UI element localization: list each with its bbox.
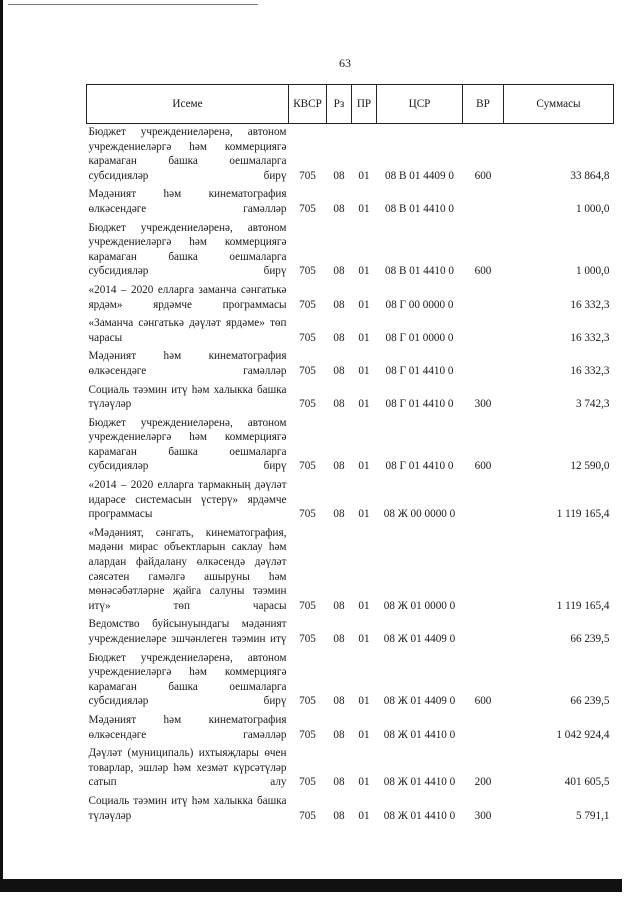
cell-sum: 66 239,5 — [570, 695, 610, 708]
cell-rz: 08 — [333, 633, 345, 645]
cell-csr: 08 В 01 4409 0 — [385, 169, 454, 182]
cell-csr: 08 Ж 01 0000 0 — [383, 599, 456, 612]
cell-vr — [463, 525, 504, 617]
cell-kvsr: 705 — [299, 398, 316, 411]
cell-rz: 08 — [333, 169, 345, 182]
table-row — [87, 220, 614, 282]
cell-vr: 600 — [474, 460, 492, 473]
cell-name: Мәдәният һәм кинематография өлкәсендәге гамәлләр — [88, 188, 287, 215]
cell-csr: 08 Ж 01 4409 0 — [383, 633, 456, 645]
cell-pr: 01 — [358, 728, 370, 741]
cell-vr: 300 — [474, 398, 492, 411]
cell-kvsr: 705 — [299, 633, 316, 645]
cell-rz: 08 — [333, 728, 345, 741]
scan-edge-bottom — [0, 879, 622, 892]
table-row — [87, 745, 614, 793]
cell-sum: 3 742,3 — [575, 398, 610, 411]
cell-name: Социаль тәэмин итү һәм халыкка башка түләүләр — [88, 794, 287, 822]
cell-pr: 01 — [358, 331, 370, 344]
cell-pr: 01 — [358, 298, 370, 311]
header-kvsr: КВСР — [289, 85, 327, 124]
cell-vr: 600 — [474, 169, 492, 182]
table-row — [87, 477, 614, 525]
budget-table — [86, 84, 614, 826]
cell-kvsr: 705 — [299, 202, 316, 215]
cell-csr: 08 Ж 01 4410 0 — [383, 809, 456, 822]
cell-kvsr: 705 — [299, 776, 316, 789]
table-row — [87, 124, 614, 187]
cell-vr — [463, 348, 504, 381]
cell-csr: 08 В 01 4410 0 — [385, 265, 454, 278]
cell-rz: 08 — [333, 298, 345, 311]
cell-vr — [463, 477, 504, 525]
cell-rz: 08 — [333, 364, 345, 377]
cell-name: Мәдәният һәм кинематография өлкәсендәге гамәлләр — [88, 713, 287, 741]
cell-rz: 08 — [333, 460, 345, 473]
cell-vr — [463, 315, 504, 348]
cell-pr: 01 — [358, 364, 370, 377]
cell-pr: 01 — [358, 599, 370, 612]
cell-name: «Заманча сәнгатькә дәүләт ярдәме» төп чарасы — [88, 317, 287, 344]
cell-rz: 08 — [333, 398, 345, 411]
cell-vr: 300 — [474, 809, 492, 822]
cell-name: Бюджет учреждениеләренә, автоном учреждениеләргә һәм коммерциягә карамаган башка оешмаларга субсидияләр бирү — [88, 126, 287, 182]
page-number: 63 — [339, 56, 351, 70]
cell-rz: 08 — [333, 331, 345, 344]
table-row — [87, 348, 614, 381]
cell-name: Бюджет учреждениеләренә, автоном учреждениеләргә һәм коммерциягә карамаган башка оешмаларга субсидияләр бирү — [88, 416, 287, 473]
cell-pr: 01 — [358, 633, 370, 645]
cell-sum: 66 239,5 — [570, 633, 610, 645]
cell-rz: 08 — [333, 776, 345, 789]
table-row — [87, 793, 614, 826]
header-pr: ПР — [352, 85, 377, 124]
cell-name: Бюджет учреждениеләренә, автоном учреждениеләргә һәм коммерциягә карамаган башка оешмаларга субсидияләр бирү — [88, 651, 287, 708]
cell-sum: 1 000,0 — [575, 202, 610, 215]
cell-sum: 16 332,3 — [570, 331, 610, 344]
table-row — [87, 315, 614, 348]
table-row — [87, 186, 614, 219]
cell-sum: 1 119 165,4 — [556, 508, 610, 521]
cell-pr: 01 — [358, 809, 370, 822]
cell-pr: 01 — [358, 460, 370, 473]
cell-name: Ведомство буйсынуындагы мәдәният учреждениеләре эшчәнлеген тәэмин итү — [88, 618, 287, 645]
cell-vr: 600 — [474, 695, 492, 708]
table-header — [87, 85, 614, 124]
cell-csr: 08 Ж 01 4410 0 — [383, 776, 456, 789]
cell-sum: 1 000,0 — [575, 265, 610, 278]
cell-name: «2014 – 2020 елларга тармакның дәүләт идарәсе системасын үстерү» ярдәмче программасы — [88, 479, 287, 521]
header-name: Исеме — [87, 85, 289, 124]
cell-csr: 08 Ж 01 4410 0 — [383, 728, 456, 741]
cell-pr: 01 — [358, 202, 370, 215]
cell-kvsr: 705 — [299, 364, 316, 377]
header-sum: Суммасы — [504, 85, 614, 124]
table-row — [87, 282, 614, 315]
cell-name: «Мәдәният, сәнгать, кинематография, мәдәни мирас объектларын саклау һәм алардан файдалану өлкәсендә дәүләт сәясәтен гамәлгә ашыруны һәм мөнәсәбәтләрне җайга салуны тәэмин итү» төп чарасы — [88, 526, 287, 612]
cell-csr: 08 В 01 4410 0 — [385, 202, 454, 215]
cell-csr: 08 Ж 00 0000 0 — [383, 508, 456, 521]
cell-vr: 600 — [474, 265, 492, 278]
cell-vr — [463, 186, 504, 219]
cell-sum: 12 590,0 — [570, 460, 610, 473]
cell-csr: 08 Г 01 4410 0 — [385, 364, 454, 377]
cell-sum: 401 605,5 — [564, 776, 610, 789]
table-row — [87, 525, 614, 617]
cell-name: Дәүләт (муниципаль) ихтыяҗлары өчен товарлар, эшләр һәм хезмәт күрсәтүләр сатып алу — [88, 747, 287, 789]
cell-sum: 1 042 924,4 — [556, 728, 610, 741]
cell-vr — [463, 712, 504, 745]
cell-rz: 08 — [333, 695, 345, 708]
header-vr: ВР — [463, 85, 504, 124]
cell-csr: 08 Г 01 0000 0 — [385, 331, 454, 344]
cell-rz: 08 — [333, 809, 345, 822]
cell-csr: 08 Г 00 0000 0 — [385, 298, 454, 311]
cell-sum: 1 119 165,4 — [556, 599, 610, 612]
cell-csr: 08 Г 01 4410 0 — [385, 460, 454, 473]
cell-rz: 08 — [333, 599, 345, 612]
scan-edge-top — [8, 4, 258, 5]
cell-rz: 08 — [333, 202, 345, 215]
cell-name: Мәдәният һәм кинематография өлкәсендәге гамәлләр — [88, 350, 287, 377]
cell-rz: 08 — [333, 265, 345, 278]
cell-vr — [463, 282, 504, 315]
cell-csr: 08 Г 01 4410 0 — [385, 398, 454, 411]
table-row — [87, 712, 614, 745]
cell-name: Бюджет учреждениеләренә, автоном учреждениеләргә һәм коммерциягә карамаган башка оешмаларга субсидияләр бирү — [88, 221, 287, 278]
table-body — [87, 124, 614, 827]
cell-csr: 08 Ж 01 4409 0 — [383, 695, 456, 708]
cell-kvsr: 705 — [299, 809, 316, 822]
cell-kvsr: 705 — [299, 695, 316, 708]
header-csr: ЦСР — [377, 85, 463, 124]
cell-vr: 200 — [474, 776, 492, 789]
cell-pr: 01 — [358, 776, 370, 789]
cell-sum: 16 332,3 — [570, 364, 610, 377]
table-row — [87, 650, 614, 712]
cell-kvsr: 705 — [299, 265, 316, 278]
cell-sum: 5 791,1 — [575, 809, 610, 822]
table-row — [87, 616, 614, 649]
cell-sum: 16 332,3 — [570, 298, 610, 311]
cell-pr: 01 — [358, 265, 370, 278]
cell-pr: 01 — [358, 398, 370, 411]
cell-kvsr: 705 — [299, 460, 316, 473]
scan-edge-left — [0, 0, 3, 880]
cell-name: «2014 – 2020 елларга заманча сәнгатькә ярдәм» ярдәмче программасы — [88, 283, 287, 311]
cell-kvsr: 705 — [299, 599, 316, 612]
cell-kvsr: 705 — [299, 298, 316, 311]
cell-kvsr: 705 — [299, 508, 316, 521]
cell-sum: 33 864,8 — [570, 169, 610, 182]
cell-kvsr: 705 — [299, 331, 316, 344]
header-rz: Рз — [327, 85, 352, 124]
cell-name: Социаль тәэмин итү һәм халыкка башка түләүләр — [88, 383, 287, 411]
table-row — [87, 415, 614, 477]
cell-pr: 01 — [358, 695, 370, 708]
cell-pr: 01 — [358, 169, 370, 182]
table-row — [87, 382, 614, 415]
cell-kvsr: 705 — [299, 169, 316, 182]
cell-vr — [463, 616, 504, 649]
cell-pr: 01 — [358, 508, 370, 521]
cell-kvsr: 705 — [299, 728, 316, 741]
cell-rz: 08 — [333, 508, 345, 521]
